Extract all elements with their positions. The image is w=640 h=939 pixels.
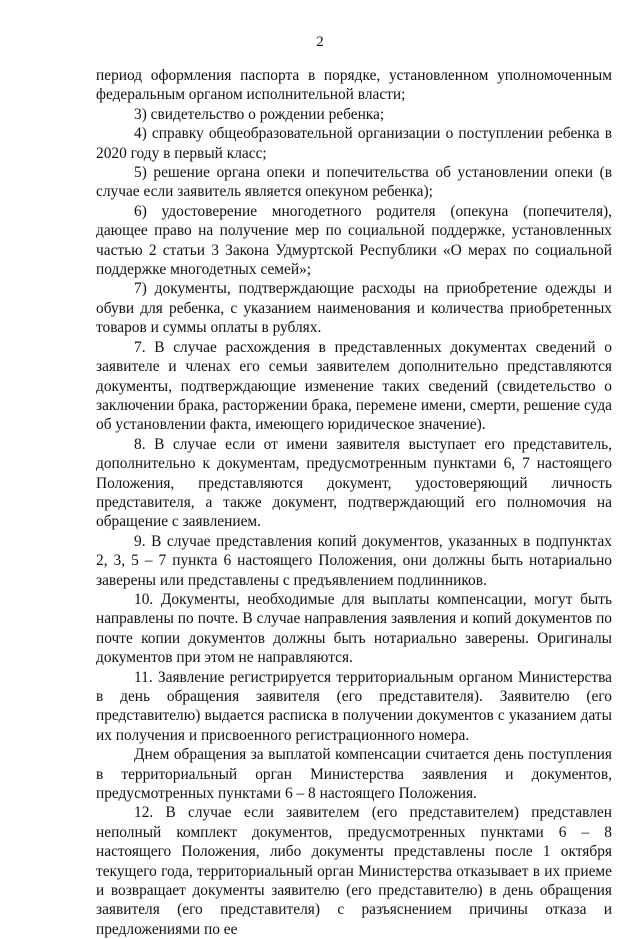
page-number: 2 <box>316 34 324 50</box>
paragraph-clause-11: 11. Заявление регистрируется территориальным органом Министерства в день обращения заявителя (его представителя). Заявителю (его представителю) выдается расписка в получении документов с указанием даты их получения и присвоенного регистрационного номера. <box>96 668 612 744</box>
paragraph-item-5: 5) решение органа опеки и попечительства об установлении опеки (в случае если заявитель является опекуном ребенка); <box>96 164 612 201</box>
paragraph-clause-10: 10. Документы, необходимые для выплаты компенсации, могут быть направлены по почте. В случае направления заявления и копий документов по почте копии документов должны быть нотариально заверены. Оригиналы документов при этом не направляются. <box>96 590 612 667</box>
paragraph-clause-12: 12. В случае если заявителем (его представителем) представлен неполный комплект документов, предусмотренных пунктами 6 – 8 настоящего Положения, либо документы представлены после 1 октября текущего года, территориальный орган Министерства отказывает в их приеме и возвращает документы заявителю (его представителю) в день обращения заявителя (его представителя) с разъяснением причины отказа и предложениями по ее <box>96 804 612 938</box>
paragraph-item-4: 4) справку общеобразовательной организации о поступлении ребенка в 2020 году в первый класс; <box>96 125 612 162</box>
paragraph-clause-9: 9. В случае представления копий документов, указанных в подпунктах 2, 3, 5 – 7 пункта 6 настоящего Положения, они должны быть нотариально заверены или представлены с предъявлением подлинников. <box>96 532 612 589</box>
paragraph-item-3: 3) свидетельство о рождении ребенка; <box>134 105 385 123</box>
document-body <box>96 66 612 939</box>
paragraph-clause-7: 7. В случае расхождения в представленных документах сведений о заявителе и членах его семьи заявителем дополнительно представляются документы, подтверждающие изменение таких сведений (свидетельство о заключении брака, расторжении брака, перемене имени, смерти, решение суда об установлении факта, имеющего юридическое значение). <box>96 338 612 434</box>
paragraph-item-7: 7) документы, подтверждающие расходы на приобретение одежды и обуви для ребенка, с указанием наименования и количества приобретенных товаров и суммы оплаты в рублях. <box>96 280 612 337</box>
paragraph-application-day: Днем обращения за выплатой компенсации считается день поступления в территориальный орган Министерства заявления и документов, предусмотренных пунктами 6 – 8 настоящего Положения. <box>96 746 612 803</box>
paragraph-item-6: 6) удостоверение многодетного родителя (опекуна (попечителя), дающее право на получение мер по социальной поддержке, установленных частью 2 статьи 3 Закона Удмуртской Республики «О мерах по социальной поддержке многодетных семей»; <box>96 202 612 279</box>
paragraph-clause-8: 8. В случае если от имени заявителя выступает его представитель, дополнительно к документам, предусмотренным пунктами 6, 7 настоящего Положения, представляются документ, удостоверяющий личность представителя, а также документ, подтверждающий его полномочия на обращение с заявлением. <box>96 435 612 531</box>
paragraph-continuation: период оформления паспорта в порядке, установленном уполномоченным федеральным органом исполнительной власти; <box>96 67 612 104</box>
